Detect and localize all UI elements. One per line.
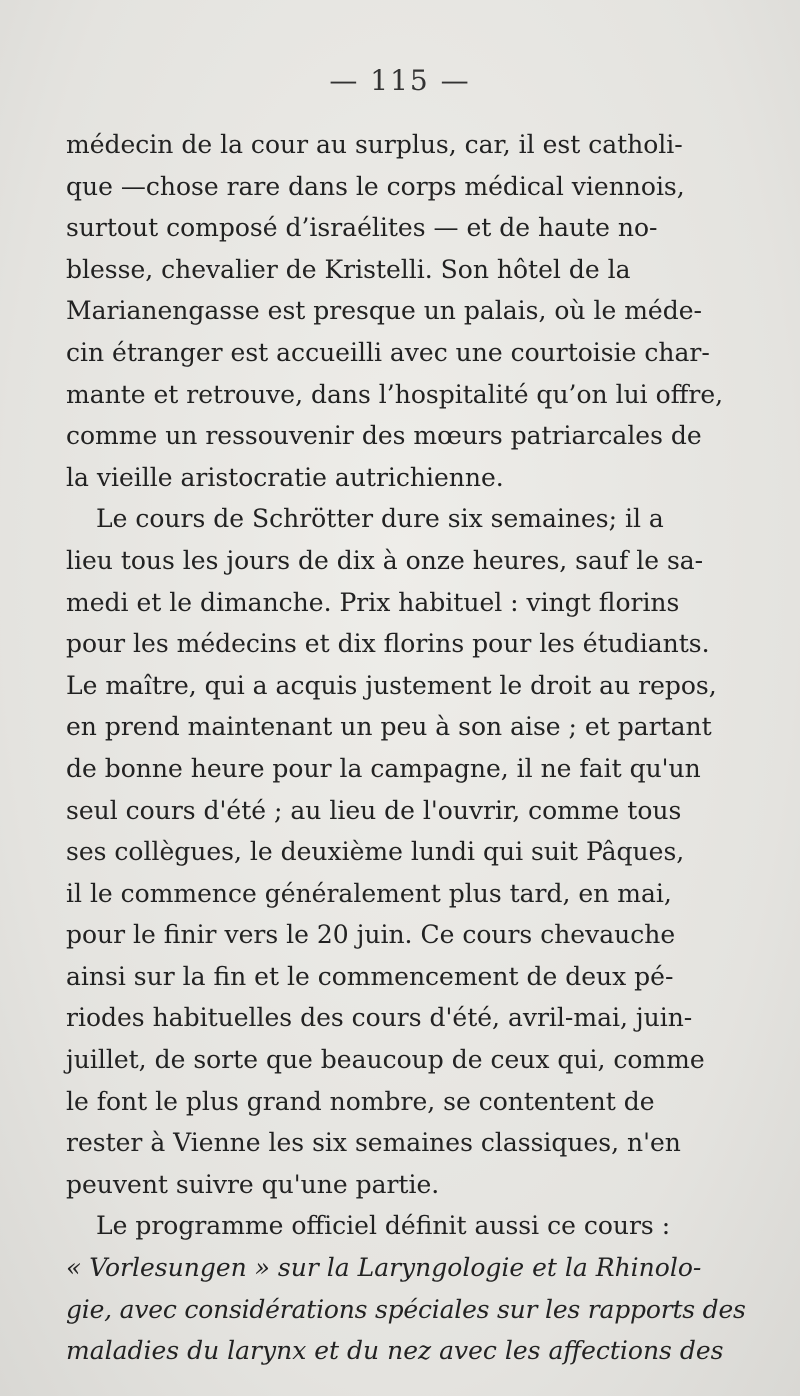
text-line: il le commence généralement plus tard, en mai, [66, 878, 672, 908]
text-line: medi et le dimanche. Prix habituel : vingt florins [66, 587, 680, 617]
text-line: pour le finir vers le 20 juin. Ce cours chevauche [66, 920, 676, 950]
paragraph-start-line: Le programme officiel définit aussi ce cours : [96, 1211, 671, 1241]
italic-text-line: « Vorlesungen » sur la Laryngologie et la Rhinolo- [66, 1253, 702, 1283]
text-line: cin étranger est accueilli avec une courtoisie char- [66, 337, 710, 367]
text-line: Le maître, qui a acquis justement le droit au repos, [66, 670, 717, 700]
text-line: pour les médecins et dix florins pour les étudiants. [66, 629, 710, 659]
text-line: comme un ressouvenir des mœurs patriarcales de [66, 421, 702, 451]
text-line: lieu tous les jours de dix à onze heures, sauf le sa- [66, 545, 704, 575]
italic-text-line: gie, avec considérations spéciales sur les rapports des [66, 1294, 746, 1324]
text-line: de bonne heure pour la campagne, il ne fait qu'un [66, 753, 701, 783]
text-line: la vieille aristocratie autrichienne. [66, 462, 504, 492]
text-line: ainsi sur la fin et le commencement de deux pé- [66, 961, 674, 991]
text-line: rester à Vienne les six semaines classiques, n'en [66, 1128, 681, 1158]
text-line: en prend maintenant un peu à son aise ; et partant [66, 712, 712, 742]
text-line: peuvent suivre qu'une partie. [66, 1169, 440, 1199]
text-line: médecin de la cour au surplus, car, il est catholi- [66, 130, 683, 159]
text-line: blesse, chevalier de Kristelli. Son hôtel de la [66, 254, 631, 284]
text-line: surtout composé d’israélites — et de haute no- [66, 213, 658, 243]
text-line: juillet, de sorte que beaucoup de ceux qui, comme [66, 1045, 705, 1075]
text-line: Marianengasse est presque un palais, où le méde- [66, 296, 702, 326]
text-line: mante et retrouve, dans l’hospitalité qu’on lui offre, [66, 379, 724, 409]
text-line: le font le plus grand nombre, se contentent de [66, 1086, 655, 1116]
page-number: — 115 — [329, 64, 471, 97]
body-text [66, 124, 746, 1372]
paragraph-start-line: Le cours de Schrötter dure six semaines; il a [96, 504, 664, 534]
text-line: ses collègues, le deuxième lundi qui suit Pâques, [66, 837, 685, 867]
text-line: seul cours d'été ; au lieu de l'ouvrir, comme tous [66, 795, 682, 825]
text-line: riodes habituelles des cours d'été, avril-mai, juin- [66, 1003, 693, 1033]
italic-text-line: maladies du larynx et du nez avec les affections des [66, 1336, 724, 1366]
text-line: que —chose rare dans le corps médical viennois, [66, 171, 685, 201]
